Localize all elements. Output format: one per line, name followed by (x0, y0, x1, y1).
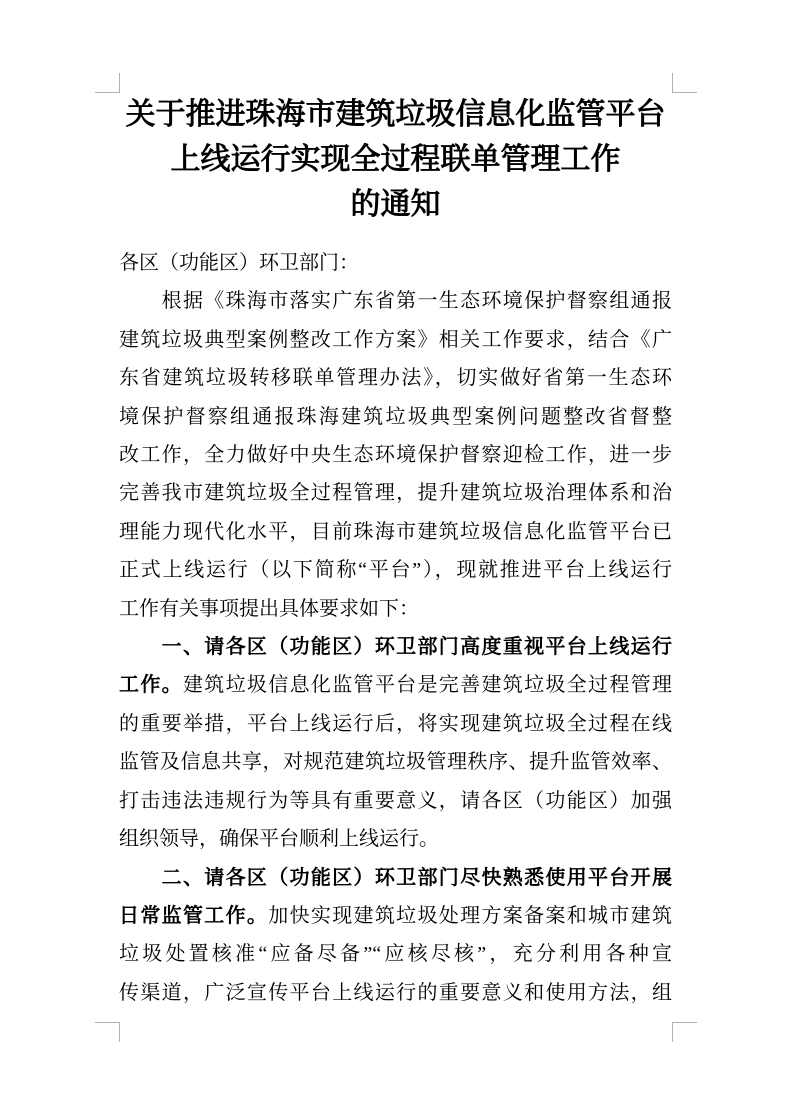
title-line-2: 上线运行实现全过程联单管理工作 (170, 143, 621, 176)
title-line-3: 的通知 (350, 188, 441, 221)
body-line (119, 321, 672, 359)
margin-mark-top-right (672, 73, 697, 93)
body-text: 组织领导，确保平台顺利上线运行。 (119, 828, 439, 851)
body-text: 监管及信息共享，对规范建筑垃圾管理秩序、提升监管效率、 (119, 751, 672, 774)
margin-mark-bottom-right (672, 1022, 697, 1042)
body-line (119, 282, 672, 320)
body-line (119, 359, 672, 397)
body-text: 加快实现建筑垃圾处理方案备案和城市建筑 (268, 904, 673, 927)
bold-heading-text: 工作。 (119, 674, 183, 697)
body-text: 垃圾处置核准“应备尽备”“应核尽核”，充分利用各种宣 (119, 943, 672, 966)
body-line (119, 628, 672, 666)
body-line (119, 974, 672, 1012)
body-line (119, 897, 672, 935)
body-line (119, 666, 672, 704)
body-text: 正式上线运行（以下简称“平台”），现就推进平台上线运行 (119, 559, 672, 582)
body-text: 改工作，全力做好中央生态环境保护督察迎检工作，进一步 (119, 444, 672, 467)
body-line (119, 820, 672, 858)
body-line (119, 474, 672, 512)
body-text: 工作有关事项提出具体要求如下： (119, 597, 419, 620)
body-text: 各区（功能区）环卫部门： (119, 252, 359, 274)
body-text: 的重要举措，平台上线运行后，将实现建筑垃圾全过程在线 (119, 712, 672, 735)
body-text: 东省建筑垃圾转移联单管理办法》，切实做好省第一生态环 (119, 367, 672, 390)
body-line (119, 743, 672, 781)
body-text: 完善我市建筑垃圾全过程管理，提升建筑垃圾治理体系和治 (119, 482, 672, 505)
body-line (119, 859, 672, 897)
body-text: 打击违法违规行为等具有重要意义，请各区（功能区）加强 (119, 789, 672, 812)
body-line (119, 551, 672, 589)
body-line (119, 513, 672, 551)
bold-heading-text: 一、请各区（功能区）环卫部门高度重视平台上线运行 (119, 636, 672, 659)
body-line (119, 244, 672, 282)
text-area (119, 92, 672, 1012)
margin-mark-top-left (95, 73, 120, 93)
title-line-1: 关于推进珠海市建筑垃圾信息化监管平台 (125, 98, 666, 131)
body-text: 传渠道，广泛宣传平台上线运行的重要意义和使用方法，组 (119, 981, 672, 1004)
bold-heading-text: 日常监管工作。 (119, 904, 269, 927)
body-line (119, 935, 672, 973)
margin-mark-bottom-left (95, 1022, 120, 1042)
document-body (119, 244, 672, 1012)
body-text: 根据《珠海市落实广东省第一生态环境保护督察组通报 (119, 290, 672, 313)
body-text: 建筑垃圾信息化监管平台是完善建筑垃圾全过程管理 (182, 674, 673, 697)
body-line (119, 436, 672, 474)
body-text: 境保护督察组通报珠海建筑垃圾典型案例问题整改省督整 (119, 405, 672, 428)
body-line (119, 398, 672, 436)
document-title (119, 92, 672, 227)
body-text: 理能力现代化水平，目前珠海市建筑垃圾信息化监管平台已 (119, 520, 672, 543)
body-line (119, 782, 672, 820)
body-line (119, 590, 672, 628)
bold-heading-text: 二、请各区（功能区）环卫部门尽快熟悉使用平台开展 (119, 866, 672, 889)
body-text: 建筑垃圾典型案例整改工作方案》相关工作要求，结合《广 (119, 328, 672, 351)
body-line (119, 705, 672, 743)
